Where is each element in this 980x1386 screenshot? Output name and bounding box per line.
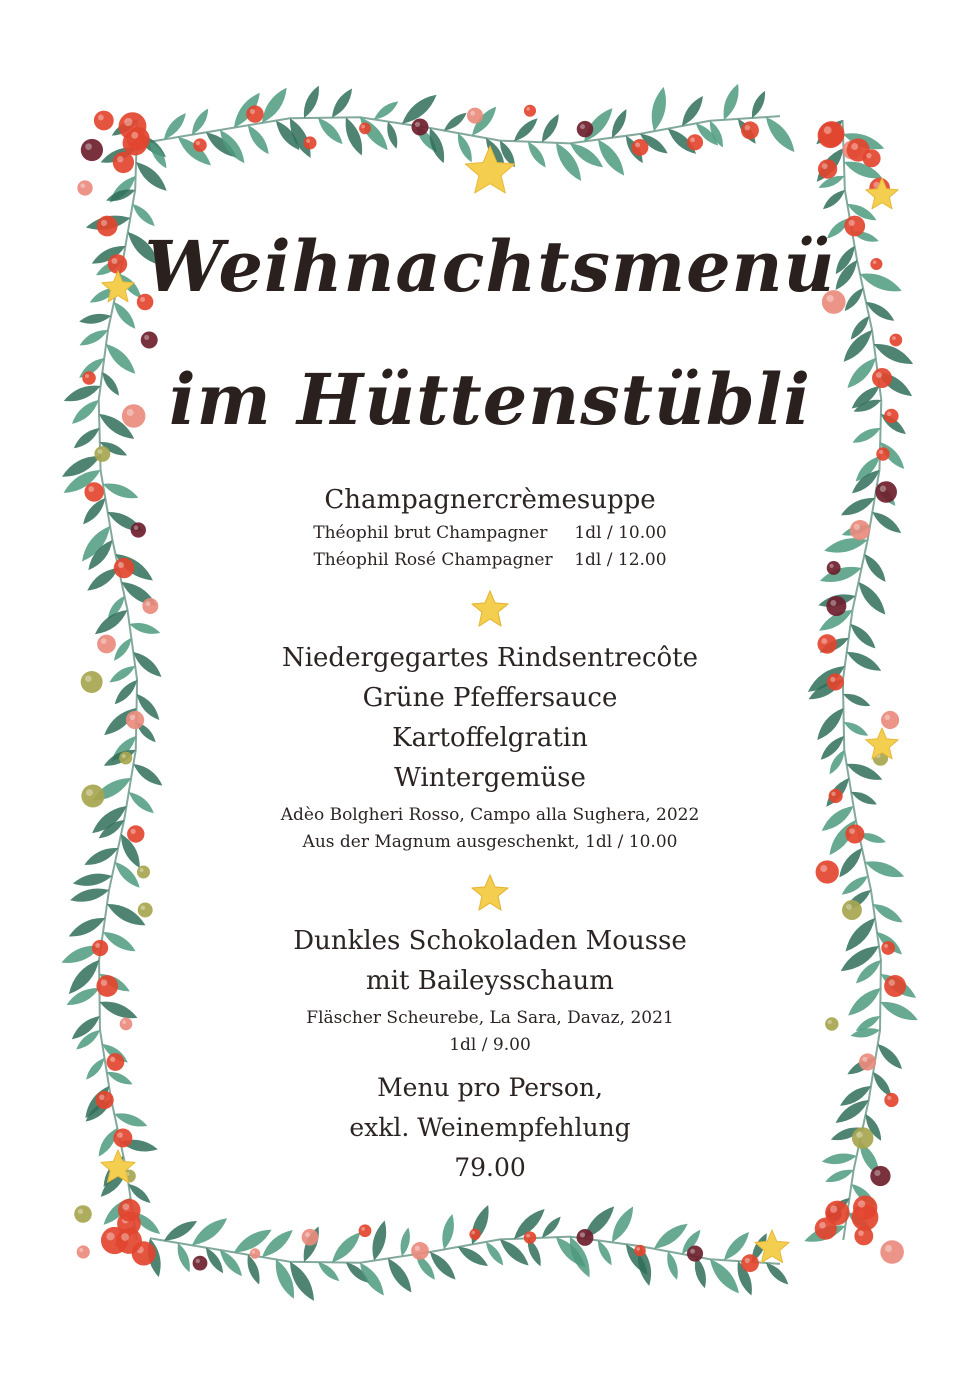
leaf — [128, 620, 161, 638]
berry — [687, 134, 703, 150]
leaf — [761, 113, 799, 156]
berry — [819, 121, 845, 147]
berry — [77, 1245, 90, 1258]
berry — [741, 121, 759, 139]
berry — [77, 180, 92, 195]
course-2-dish-2: Grüne Pfeffersauce — [362, 683, 618, 713]
berry — [634, 1245, 646, 1257]
berry — [687, 1246, 703, 1262]
berry — [741, 1254, 759, 1272]
leaf — [511, 115, 541, 144]
course-3 — [0, 921, 980, 1059]
course-3-wine-2: 1dl / 9.00 — [449, 1035, 531, 1055]
berry — [411, 1242, 429, 1260]
star-icon — [470, 589, 510, 629]
berry — [74, 1205, 92, 1223]
berry — [127, 127, 150, 150]
leaf — [78, 312, 111, 327]
berry — [193, 1256, 208, 1271]
leaf — [748, 89, 769, 120]
berry — [94, 446, 110, 462]
berry — [524, 105, 536, 117]
course-2-wine-2: Aus der Magnum ausgeschenkt, 1dl / 10.00 — [302, 832, 678, 852]
berry — [876, 447, 889, 460]
leaf — [371, 98, 400, 123]
berry — [116, 1228, 142, 1254]
berry — [118, 1199, 141, 1222]
leaf — [648, 86, 670, 133]
berry — [411, 118, 428, 135]
star-icon — [470, 873, 510, 913]
berry — [138, 903, 153, 918]
berry — [577, 121, 594, 138]
star-icon — [755, 1230, 789, 1263]
leaf — [593, 136, 629, 179]
berry — [577, 1229, 594, 1246]
berry — [359, 1224, 372, 1237]
berry — [467, 108, 483, 124]
price-line-2: exkl. Weinempfehlung — [349, 1113, 631, 1142]
berry — [193, 138, 206, 151]
berry — [113, 152, 134, 173]
leaf — [328, 86, 356, 121]
berry — [303, 136, 316, 149]
berry — [469, 1229, 480, 1240]
course-2-dish-4: Wintergemüse — [394, 763, 586, 793]
course-3-wine-1: Fläscher Scheurebe, La Sara, Davaz, 2021 — [306, 1008, 674, 1028]
berry — [854, 1227, 873, 1246]
star-icon — [866, 178, 898, 209]
berry — [142, 598, 158, 614]
berry — [302, 1229, 319, 1246]
course-1 — [0, 480, 980, 574]
menu-title-line1: Weihnachtsmenü — [144, 225, 836, 308]
leaf — [299, 84, 323, 121]
course-1-wine-1: Théophil brut Champagner 1dl / 10.00 — [313, 523, 667, 543]
berry — [863, 149, 881, 167]
berry — [250, 1248, 261, 1259]
menu-price-block — [0, 1068, 980, 1188]
leaf — [398, 1226, 413, 1257]
course-3-dish-2: mit Baileysschaum — [366, 966, 614, 996]
course-1-dish: Champagnercrèmesuppe — [324, 485, 656, 515]
course-2 — [0, 638, 980, 856]
leaf — [538, 112, 563, 145]
leaf — [426, 1248, 459, 1283]
leaf — [188, 1213, 231, 1250]
course-3-dish-1: Dunkles Schokoladen Mousse — [293, 926, 687, 956]
course-2-wine-1: Adèo Bolgheri Rosso, Campo alla Sughera, 2022 — [280, 805, 700, 825]
leaf — [69, 885, 111, 906]
leaf — [442, 110, 470, 134]
berry — [359, 122, 371, 134]
leaf — [328, 1228, 365, 1266]
menu-title-line2: im Hüttenstübli — [169, 358, 811, 441]
berry — [816, 860, 839, 883]
berry — [818, 159, 837, 178]
course-2-dish-1: Niedergegartes Rindsentrecôte — [281, 643, 699, 673]
leaf — [524, 139, 549, 170]
berry — [94, 111, 114, 131]
berry — [81, 139, 103, 161]
berry — [632, 139, 649, 156]
berry — [246, 105, 263, 122]
leaf — [820, 187, 847, 212]
menu-price: 79.00 — [454, 1153, 526, 1182]
berry — [880, 1240, 904, 1264]
leaf — [368, 1219, 390, 1262]
leaf — [244, 122, 273, 157]
berry — [890, 334, 903, 347]
berry — [137, 865, 150, 878]
berry — [141, 332, 158, 349]
course-2-dish-3: Kartoffelgratin — [392, 723, 588, 753]
leaf — [439, 1213, 457, 1251]
leaf — [314, 114, 346, 147]
berry — [842, 900, 862, 920]
leaf — [72, 871, 113, 889]
leaf — [466, 1203, 493, 1247]
berry — [853, 1195, 877, 1219]
leaf — [719, 82, 743, 122]
course-1-wine-2: Théophil Rosé Champagner 1dl / 12.00 — [313, 550, 667, 570]
leaf — [854, 578, 890, 618]
leaf — [664, 1250, 681, 1281]
berry — [826, 596, 846, 616]
leaf — [174, 1241, 194, 1273]
berry — [524, 1231, 537, 1244]
berry — [825, 1201, 849, 1225]
leaf — [383, 1255, 416, 1296]
price-line-1: Menu pro Person, — [377, 1073, 603, 1102]
